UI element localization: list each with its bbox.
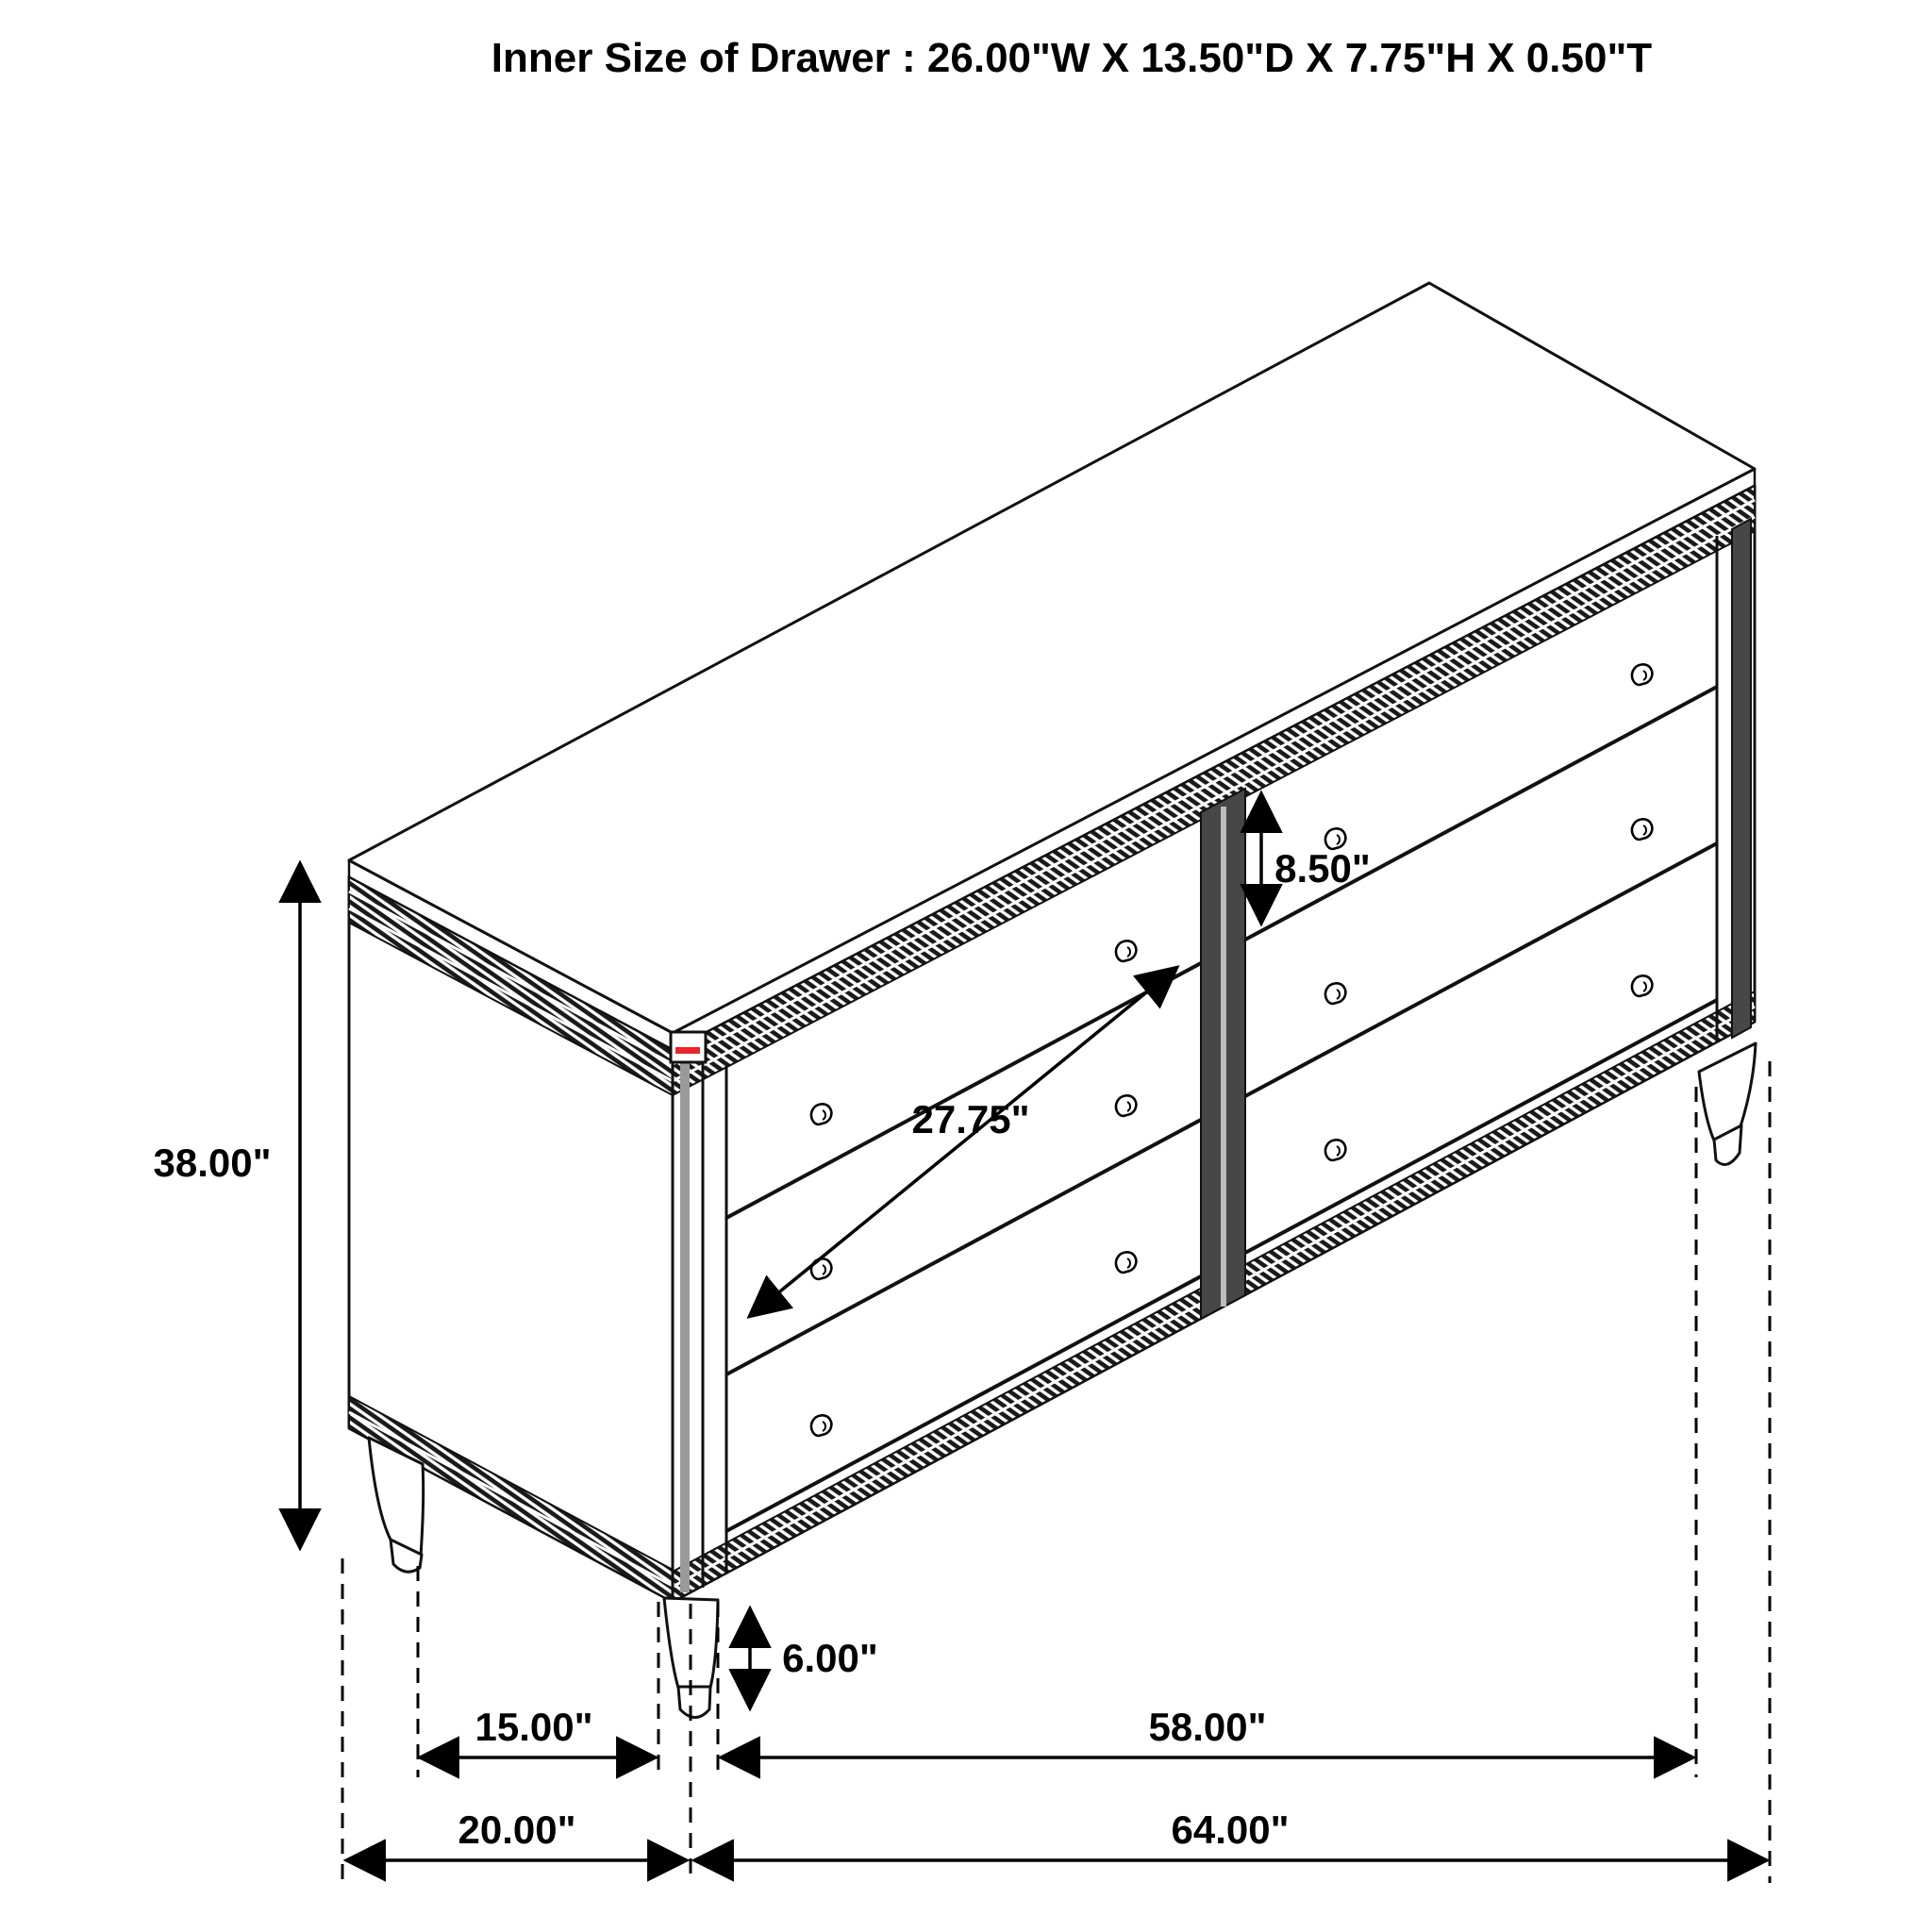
center-divider — [1201, 789, 1245, 1319]
center-front-leg-foot — [678, 1687, 710, 1718]
dim-leg-height — [750, 1609, 878, 1707]
dresser-drawing — [349, 283, 1756, 1718]
knob-icon — [1116, 1252, 1136, 1273]
dim-overall-depth — [347, 1807, 686, 1860]
corner-cap — [671, 1032, 706, 1062]
dim-side-leg-spacing — [421, 1705, 655, 1757]
dim-front-leg-spacing-label: 58.00" — [1148, 1705, 1267, 1749]
knob-icon — [811, 1415, 831, 1436]
page-title: Inner Size of Drawer : 26.00"W X 13.50"D X 7.75"H X 0.50"T — [491, 35, 1653, 81]
knob-icon — [1632, 819, 1652, 840]
knob-icon — [1116, 941, 1136, 961]
knob-icon — [1325, 983, 1345, 1004]
right-front-leg — [1699, 1043, 1756, 1141]
dim-drawer-face-diagonal-label: 27.75" — [911, 1097, 1030, 1141]
dim-overall-depth-label: 20.00" — [458, 1807, 576, 1852]
knob-icon — [1116, 1095, 1136, 1116]
knob-icon — [1632, 664, 1652, 685]
knob-icon — [1632, 975, 1652, 996]
dim-leg-height-label: 6.00" — [782, 1636, 878, 1680]
dim-overall-width — [695, 1807, 1766, 1860]
dim-front-leg-spacing — [722, 1705, 1692, 1757]
knob-icon — [1325, 1140, 1345, 1160]
dim-side-leg-spacing-label: 15.00" — [475, 1705, 593, 1749]
dim-drawer-face-height-label: 8.50" — [1274, 846, 1371, 891]
dim-overall-width-label: 64.00" — [1171, 1807, 1290, 1852]
knob-icon — [811, 1104, 831, 1124]
dim-overall-height — [153, 864, 300, 1547]
corner-accent-red — [675, 1047, 700, 1054]
dim-overall-height-label: 38.00" — [153, 1141, 272, 1185]
